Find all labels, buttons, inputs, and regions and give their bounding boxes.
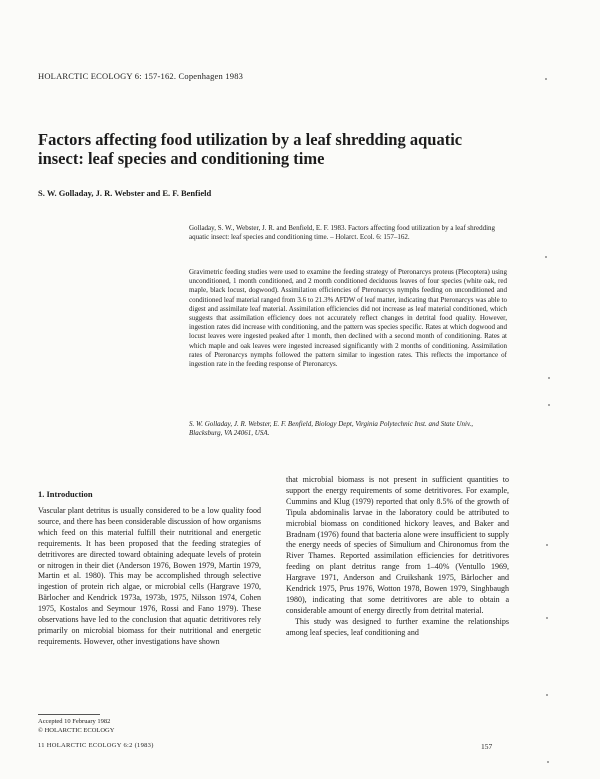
footnote-divider [38,714,100,715]
author-address: S. W. Golladay, J. R. Webster, E. F. Benfield, Biology Dept, Virginia Polytechnic Inst. and State Univ., Blacksburg, VA 24061, USA. [189,420,474,438]
citation-block: Golladay, S. W., Webster, J. R. and Benfield, E. F. 1983. Factors affecting food utilization by a leaf shredding aquatic insect: leaf species and conditioning time. – Holarct. Ecol. 6: 157–162. [189,224,496,242]
page-number: 157 [481,742,493,751]
footer-journal-info: 11 HOLARCTIC ECOLOGY 6:2 (1983) [38,742,154,749]
scan-speck [545,78,547,80]
scan-speck [547,761,549,763]
article-title: Factors affecting food utilization by a leaf shredding aquatic insect: leaf species and conditioning time [38,130,463,168]
scan-speck [546,617,548,619]
copyright-line: © HOLARCTIC ECOLOGY [38,726,115,734]
article-authors: S. W. Golladay, J. R. Webster and E. F. Benfield [38,188,212,198]
journal-header: HOLARCTIC ECOLOGY 6: 157-162. Copenhagen 1983 [38,71,244,81]
scan-speck [546,694,548,696]
body-column-left: Vascular plant detritus is usually considered to be a low quality food source, and there has been considerable discussion of how organisms which feed on this material fulfill their nutritional and energetic requirements. It has been proposed that the feeding strategies of detritivores are directed toward obtaining adequate levels of protein or nitrogen in their diet (Anderson 1976, Bowen 1979, Martin 1979, Martin et al. 1980). This may be accomplished through selective ingestion of protein rich algae, or microbial cells (Hargrave 1970, Bärlocher and Kendrick 1973a, 1973b, 1975, Nilsson 1974, Cohen 1975, Kostalos and Seymour 1976, Rossi and Fano 1979). These observations have led to the conclusion that aquatic detritivores rely primarily on microbial biomass for their nutritional and energetic requirements. However, other investigations have shown [38,506,261,646]
body-paragraph: that microbial biomass is not present in sufficient quantities to support the energy requirements of some detritivores. For example, Cummins and Klug (1979) reported that only 8.5% of the growth of Tipula abdominalis larvae in the laboratory could be attributed to microbial biomass on conditioned hickory leaves, and Baker and Bradnam (1976) found that bacteria alone were insufficient to supply the energy needs of species of Simulium and Chironomus from the River Thames. Reported assimilation efficiencies for detritivores feeding on plant detritus range from 1–40% (Ventullo 1969, Hargrave 1971, Anderson and Cruikshank 1975, Bärlocher and Kendrick 1975, Prus 1976, Wotton 1978, Bowen 1979, Singhbaugh 1980), indicating that some detritivores are able to obtain a considerable amount of energy directly from detrital material. [286,475,509,615]
accepted-date: Accepted 10 February 1982 [38,718,111,725]
scan-speck [545,256,547,258]
body-column-right [286,475,509,639]
scan-speck [548,404,550,406]
section-heading-introduction: 1. Introduction [38,489,93,499]
scan-speck [548,377,550,379]
scan-speck [546,544,548,546]
abstract: Gravimetric feeding studies were used to examine the feeding strategy of Pteronarcys proteus (Plecoptera) using unconditioned, 1 month conditioned, and 2 month conditioned deciduous leaves of four species (white oak, red maple, black locust, dogwood). Assimilation efficiencies of Pteronarcys nymphs feeding on unconditioned and conditioned leaf material ranged from 3.6 to 21.3% AFDW of leaf matter, indicating that Pteronarcys was able to digest and assimilate leaf material. Assimilation efficiencies did not increase as leaf material conditioned, which suggests that assimilation efficiency does not accurately reflect changes in detrital food quality. However, ingestion rates did increase with conditioning, and the pattern was species specific. Rates at which dogwood and locust leaves were ingested peaked after 1 month, then declined with a second month of conditioning. Rates at which maple and oak leaves were ingested increased significantly with 2 months of conditioning. Assimilation rates of Pteronarcys nymphs followed the pattern similar to ingestion rates. This reflects the importance of ingestion rate in the feeding response of Pteronarcys. [189,268,507,369]
acceptance-note [38,718,114,735]
body-paragraph: This study was designed to further examine the relationships among leaf species, leaf conditioning and [286,616,509,637]
